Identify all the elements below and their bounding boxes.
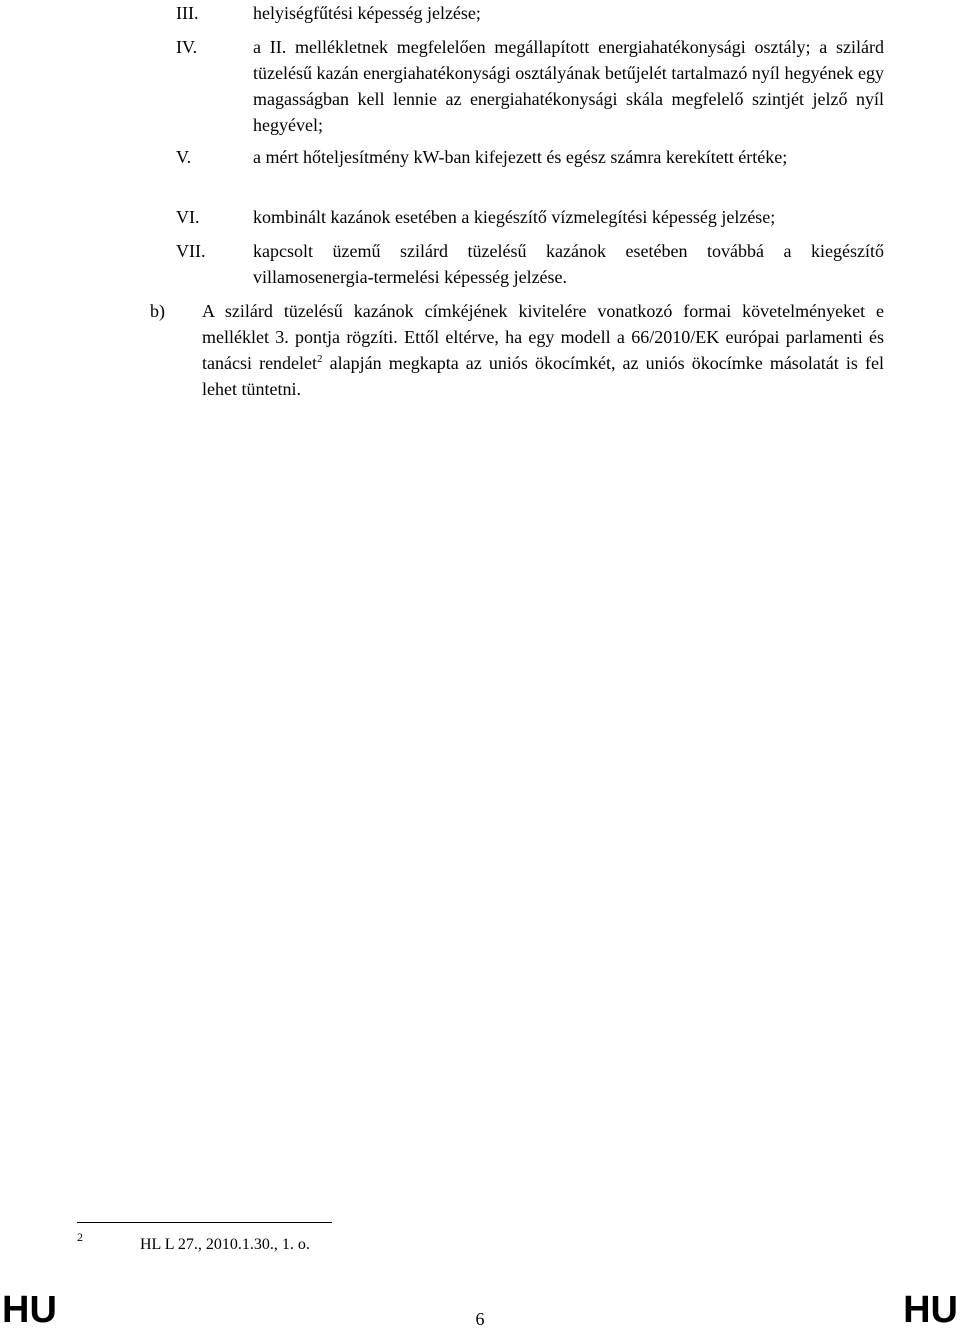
list-item-iv (176, 34, 884, 138)
list-item-number: IV. (176, 37, 198, 57)
paragraph-text (202, 298, 884, 402)
list-item-number: V. (176, 147, 192, 167)
footnote-text: HL L 27., 2010.1.30., 1. o. (140, 1236, 310, 1253)
paragraph-b (150, 298, 884, 402)
list-item-number: VII. (176, 241, 206, 261)
paragraph-text-part: alapján megkapta az uniós ökocímkét, az uniós ökocímke másolatát is fel lehet tüntetni. (202, 353, 884, 399)
paragraph-label: b) (150, 301, 165, 321)
list-item-text: a mért hőteljesítmény kW-ban kifejezett és egész számra kerekített értéke; (253, 147, 788, 167)
list-item-iii (176, 0, 884, 26)
list-item-vi (176, 204, 884, 230)
list-item-vii (176, 238, 884, 290)
list-item-text: a II. mellékletnek megfelelően megállapított energiahatékonysági osztály; a szilárd tüzelésű kazán energiahatékonysági osztályának betűjelét tartalmazó nyíl hegyének egy magasságban kell lennie az energiahatékonysági skála megfelelő szintjét jelző nyíl hegyével; (253, 37, 884, 135)
list-item-text: kapcsolt üzemű szilárd tüzelésű kazánok esetében továbbá a kiegészítő villamosenergia-termelési képesség jelzése. (253, 241, 884, 287)
page-number: 6 (475, 1309, 485, 1329)
footnote-reference: 2 (317, 353, 323, 365)
list-item-text: helyiségfűtési képesség jelzése; (253, 3, 481, 23)
list-item-text: kombinált kazánok esetében a kiegészítő vízmelegítési képesség jelzése; (253, 207, 776, 227)
list-item-v (176, 144, 884, 170)
paragraph-text-part: A szilárd tüzelésű kazánok címkéjének kivitelére vonatkozó formai követelményeket e melléklet 3. pontja rögzíti. Ettől eltérve, ha egy modell a 66/2010/EK európai parlamenti és tanácsi rendelet (202, 301, 884, 373)
language-code-right: HU (903, 1289, 958, 1331)
footnote-separator (77, 1222, 332, 1223)
language-code-left: HU (2, 1289, 57, 1331)
list-item-number: VI. (176, 207, 200, 227)
list-item-number: III. (176, 3, 199, 23)
footnote-mark: 2 (77, 1230, 83, 1244)
